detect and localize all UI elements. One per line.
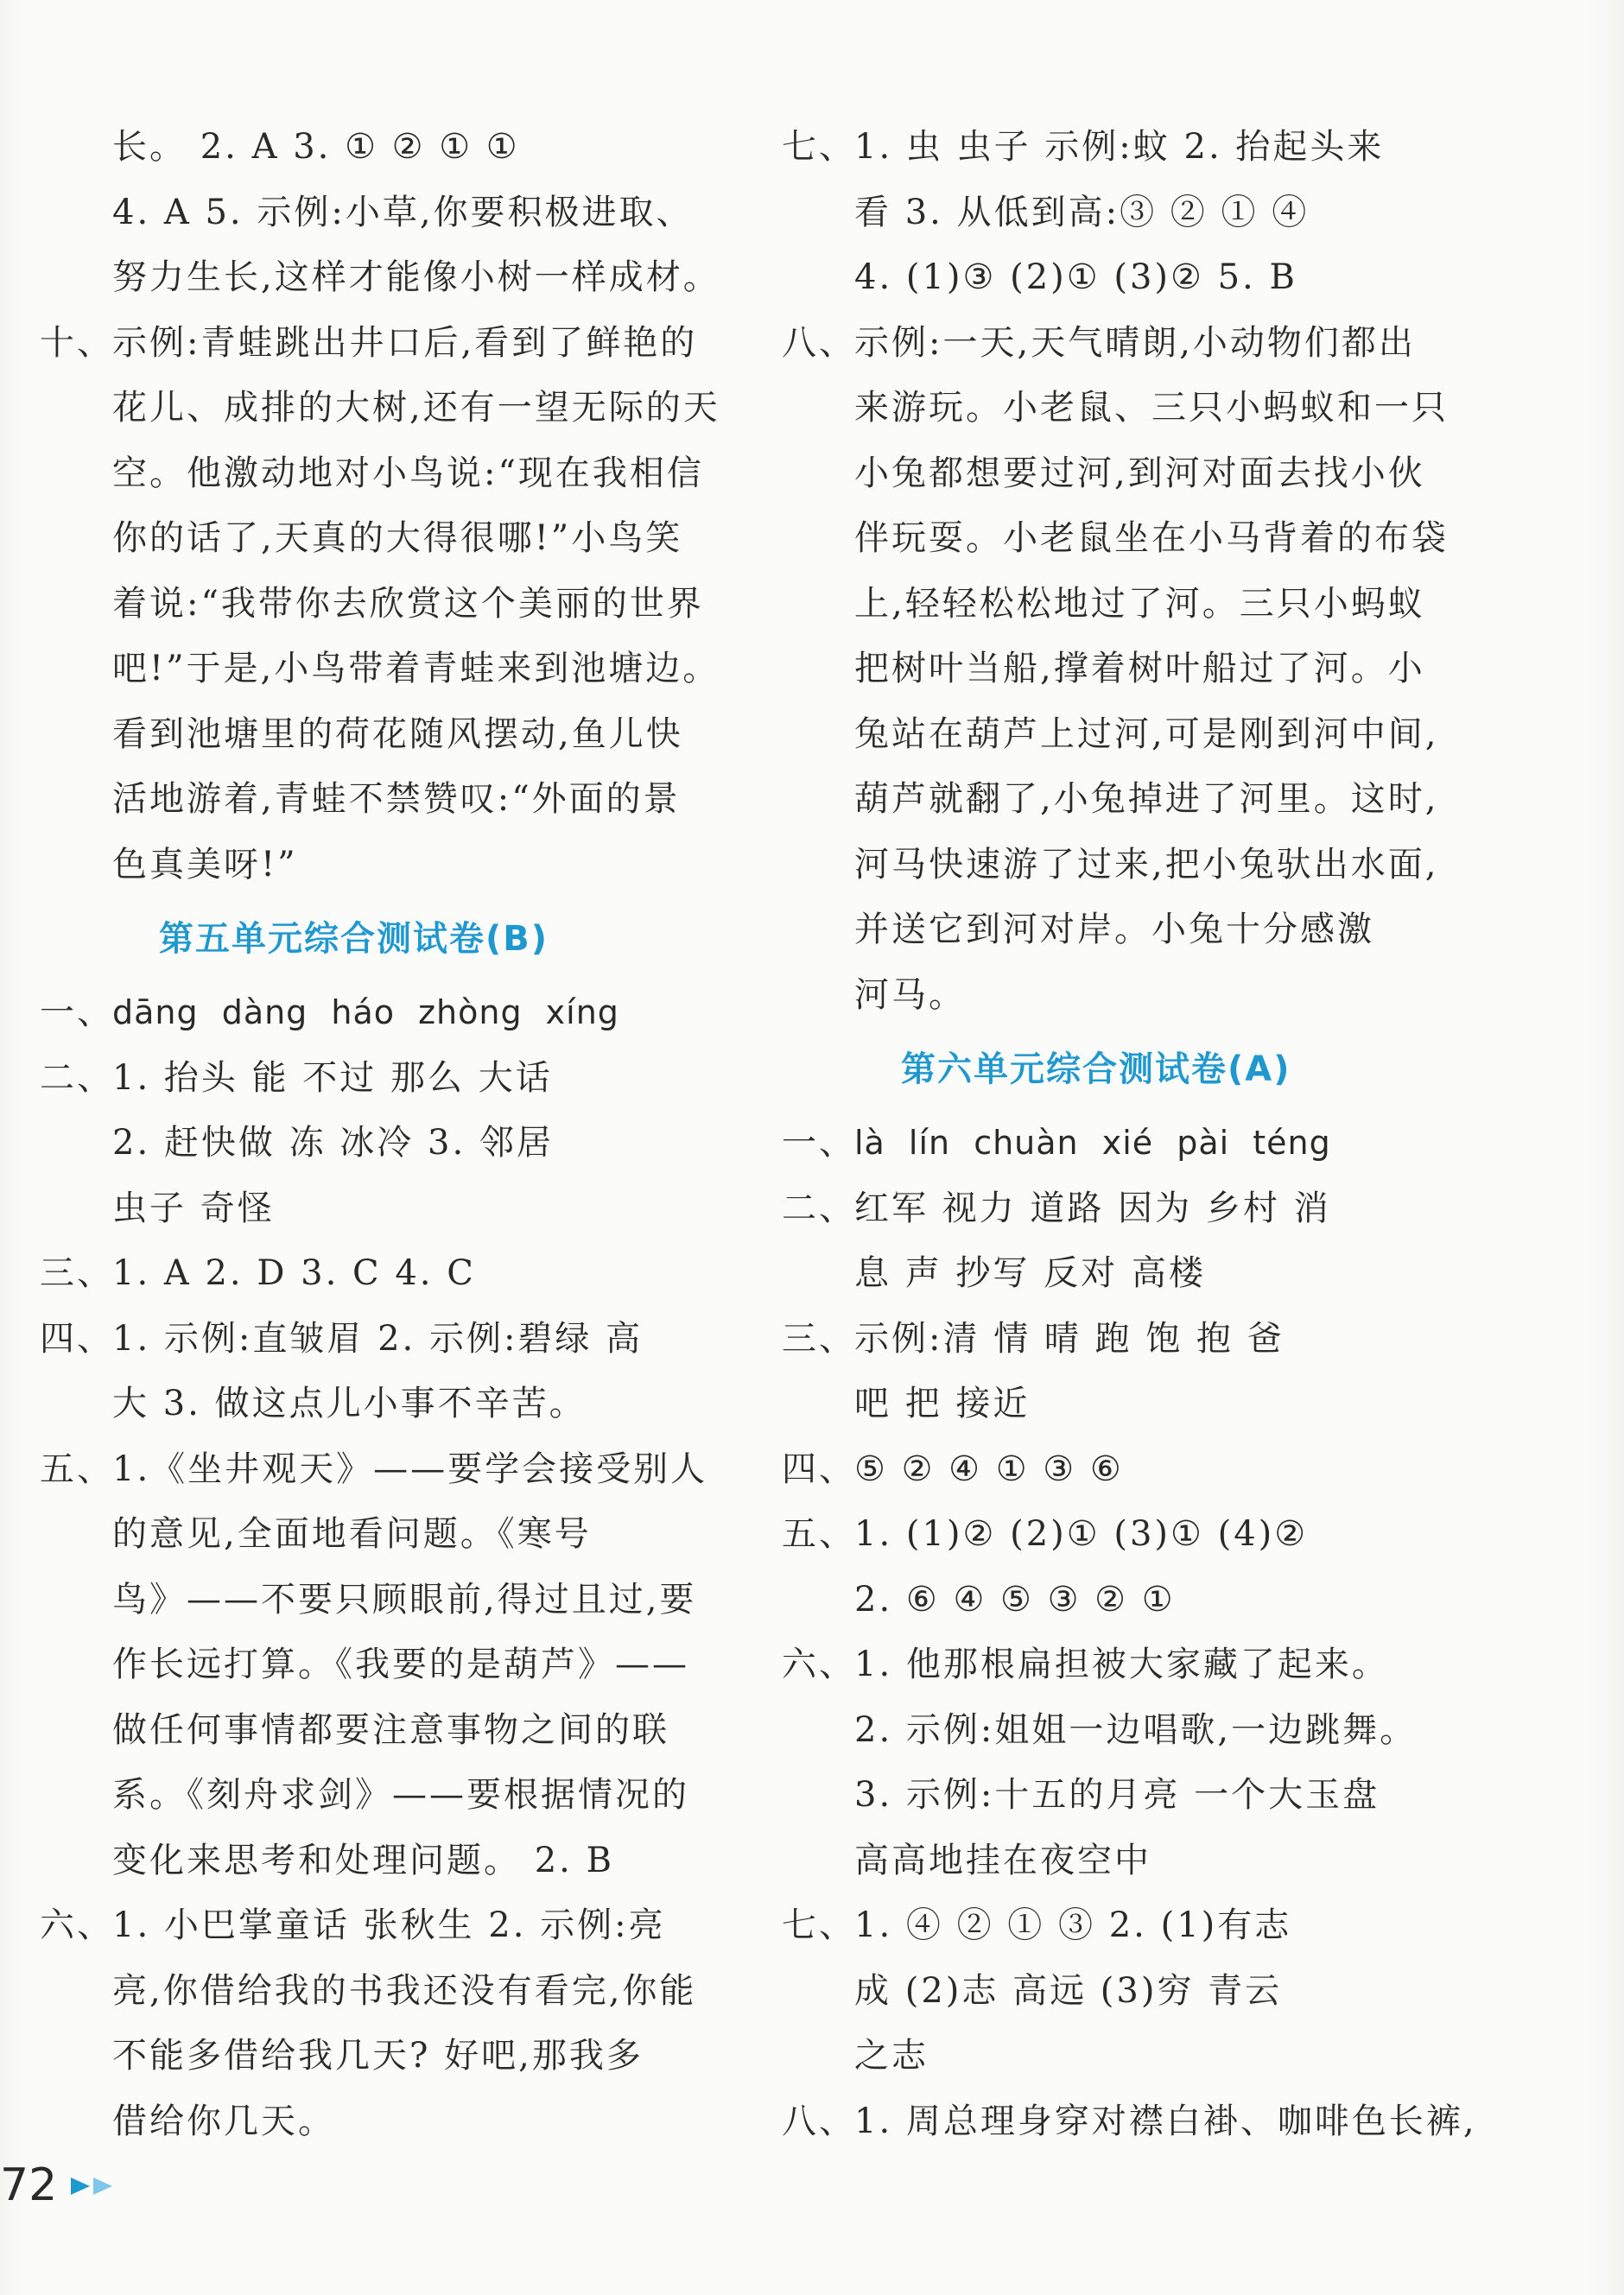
answer-line	[782, 702, 1481, 768]
answer-line	[40, 376, 739, 441]
answer-line	[782, 1307, 1481, 1373]
answer-text: 大 3. 做这点儿小事不辛苦。	[112, 1384, 587, 1423]
answer-line	[782, 1437, 1481, 1503]
answer-text: 息 声 抄写 反对 高楼	[854, 1253, 1206, 1293]
answer-line	[782, 1959, 1481, 2025]
answer-line	[40, 311, 739, 377]
answer-line	[782, 572, 1481, 637]
question-number: 三、	[782, 1318, 856, 1359]
left-column	[40, 115, 739, 2154]
answer-text: 吧 把 接近	[854, 1384, 1031, 1423]
answer-text: 葫芦就翻了,小兔掉进了河里。这时,	[854, 779, 1439, 819]
answer-text: 伴玩耍。小老鼠坐在小马背着的布袋	[854, 518, 1449, 558]
answer-line	[40, 1241, 739, 1307]
question-number: 一、	[782, 1123, 856, 1163]
pinyin-answer: dāng dàng háo zhòng xíng	[112, 993, 619, 1031]
answer-line	[40, 767, 739, 833]
answer-text: 1. 示例:直皱眉 2. 示例:碧绿 高	[112, 1318, 644, 1359]
answer-text: 1.《坐井观天》——要学会接受别人	[112, 1449, 708, 1489]
answer-line	[782, 1763, 1481, 1829]
answer-text: 看到池塘里的荷花随风摆动,鱼儿快	[112, 713, 683, 754]
answer-line	[782, 1698, 1481, 1764]
right-column	[782, 115, 1481, 2154]
question-number: 四、	[40, 1318, 114, 1359]
section-heading	[40, 897, 739, 980]
answer-text: 虫子 奇怪	[112, 1188, 275, 1228]
answer-text: 示例:一天,天气晴朗,小动物们都出	[854, 322, 1416, 363]
pinyin-answer: là lín chuàn xié pài téng	[854, 1124, 1331, 1162]
answer-text: 2. 赶快做 冻 冰冷 3. 邻居	[112, 1123, 554, 1163]
answer-line	[40, 833, 739, 898]
answer-line	[40, 1959, 739, 2025]
answer-text: 1. 小巴掌童话 张秋生 2. 示例:亮	[112, 1905, 666, 1945]
answer-line	[40, 1307, 739, 1373]
answer-text: 作长远打算。《我要的是葫芦》——	[112, 1645, 689, 1684]
answer-text: 并送它到河对岸。小兔十分感激	[854, 910, 1374, 949]
answer-line	[40, 506, 739, 572]
answer-text: 努力生长,这样才能像小树一样成材。	[112, 257, 720, 297]
answer-line	[782, 506, 1481, 572]
question-number: 一、	[40, 992, 114, 1032]
question-number: 五、	[782, 1514, 856, 1554]
answer-line	[40, 1111, 739, 1176]
answer-text: 2. 示例:姐姐一边唱歌,一边跳舞。	[854, 1709, 1418, 1750]
answer-text: 河马快速游了过来,把小兔驮出水面,	[854, 844, 1439, 884]
answer-line	[782, 833, 1481, 898]
answer-line	[40, 1893, 739, 1959]
answer-text: 1. ④ ② ① ③ 2. (1)有志	[854, 1905, 1292, 1945]
answer-line	[782, 1829, 1481, 1894]
answer-text: 示例:青蛙跳出井口后,看到了鲜艳的	[112, 322, 698, 363]
question-number: 五、	[40, 1449, 114, 1489]
answer-text: 的意见,全面地看问题。《寒号	[112, 1514, 592, 1554]
question-number: 七、	[782, 1905, 856, 1945]
answer-line	[782, 897, 1481, 963]
page-arrows	[71, 2169, 112, 2203]
answer-text: 1. A 2. D 3. C 4. C	[112, 1253, 476, 1293]
answer-text: 小兔都想要过河,到河对面去找小伙	[854, 453, 1425, 493]
answer-line	[782, 1372, 1481, 1437]
page-number: 72	[0, 2159, 58, 2211]
answer-line	[40, 1698, 739, 1764]
answer-text: 1. 虫 虫子 示例:蚊 2. 抬起头来	[854, 127, 1385, 167]
answer-line	[782, 441, 1481, 507]
answer-line	[782, 1241, 1481, 1307]
answer-text: 4. A 5. 示例:小草,你要积极进取、	[112, 192, 694, 232]
answer-text: 1. 抬头 能 不过 那么 大话	[112, 1057, 553, 1098]
section-heading	[782, 1028, 1481, 1111]
answer-text: 色真美呀!”	[112, 844, 298, 884]
question-number: 六、	[782, 1645, 856, 1684]
question-number: 二、	[782, 1188, 856, 1228]
answer-line	[40, 1829, 739, 1894]
answer-line	[40, 441, 739, 507]
answer-text: 亮,你借给我的书我还没有看完,你能	[112, 1970, 697, 2011]
answer-text: 兔站在葫芦上过河,可是刚到河中间,	[854, 713, 1439, 754]
answer-text: 做任何事情都要注意事物之间的联	[112, 1709, 669, 1750]
answer-text: 成 (2)志 高远 (3)穷 青云	[854, 1970, 1283, 2011]
answer-line	[40, 1437, 739, 1503]
answer-text: 看 3. 从低到高:③ ② ① ④	[854, 192, 1310, 232]
answer-line	[782, 1176, 1481, 1242]
answer-text: 河马。	[854, 974, 966, 1015]
question-number: 二、	[40, 1057, 114, 1098]
answer-line	[40, 2089, 739, 2155]
answer-line	[782, 767, 1481, 833]
answer-text: 1. 周总理身穿对襟白褂、咖啡色长裤,	[854, 2101, 1477, 2141]
question-number: 六、	[40, 1905, 114, 1945]
answer-line	[40, 572, 739, 637]
answer-text: 红军 视力 道路 因为 乡村 消	[854, 1188, 1331, 1228]
answer-line	[782, 2089, 1481, 2155]
answer-line	[40, 980, 739, 1046]
answer-text: 系。《刻舟求剑》——要根据情况的	[112, 1775, 689, 1815]
answer-line	[782, 181, 1481, 246]
answer-text: 借给你几天。	[112, 2101, 335, 2141]
answer-line	[40, 1046, 739, 1112]
question-number: 四、	[782, 1449, 856, 1489]
answer-line	[782, 1893, 1481, 1959]
answer-text: 来游玩。小老鼠、三只小蚂蚁和一只	[854, 388, 1449, 428]
answer-line	[782, 376, 1481, 441]
answer-text: 着说:“我带你去欣赏这个美丽的世界	[112, 583, 704, 624]
answer-text: 4. (1)③ (2)① (3)② 5. B	[854, 257, 1297, 297]
answer-text: 高高地挂在夜空中	[854, 1840, 1151, 1880]
answer-text: 把树叶当船,撑着树叶船过了河。小	[854, 649, 1425, 688]
arrow-right-icon	[93, 2178, 112, 2195]
answer-text: ⑤ ② ④ ① ③ ⑥	[854, 1449, 1124, 1489]
answer-line	[782, 1632, 1481, 1698]
answer-line	[40, 637, 739, 702]
answer-line	[782, 2024, 1481, 2089]
question-number: 十、	[40, 322, 114, 363]
answer-text: 示例:清 情 晴 跑 饱 抱 爸	[854, 1318, 1285, 1359]
answer-line	[782, 115, 1481, 181]
answer-line	[40, 1176, 739, 1242]
answer-line	[40, 1568, 739, 1633]
answer-line	[40, 1763, 739, 1829]
answer-line	[40, 115, 739, 181]
answer-text: 之志	[854, 2036, 929, 2076]
answer-text: 1. 他那根扁担被大家藏了起来。	[854, 1645, 1389, 1684]
answer-text: 你的话了,天真的大得很哪!”小鸟笑	[112, 518, 683, 558]
arrow-right-icon	[71, 2178, 90, 2195]
answer-line	[40, 2024, 739, 2089]
answer-text: 活地游着,青蛙不禁赞叹:“外面的景	[112, 779, 681, 819]
section-heading-text: 第六单元综合测试卷(A)	[901, 1049, 1291, 1089]
answer-text: 鸟》——不要只顾眼前,得过且过,要	[112, 1579, 697, 1620]
answer-line	[782, 311, 1481, 377]
answer-line	[782, 637, 1481, 702]
answer-line	[782, 1568, 1481, 1633]
answer-text: 2. ⑥ ④ ⑤ ③ ② ①	[854, 1579, 1176, 1620]
answer-line	[40, 181, 739, 246]
question-number: 三、	[40, 1253, 114, 1293]
section-heading-text: 第五单元综合测试卷(B)	[159, 919, 549, 959]
answer-line	[782, 1111, 1481, 1176]
answer-text: 空。他激动地对小鸟说:“现在我相信	[112, 453, 704, 493]
answer-line	[40, 1372, 739, 1437]
question-number: 八、	[782, 2101, 856, 2141]
answer-text: 长。 2. A 3. ① ② ① ①	[112, 127, 520, 167]
answer-text: 3. 示例:十五的月亮 一个大玉盘	[854, 1775, 1380, 1815]
answer-line	[782, 963, 1481, 1029]
answer-line	[40, 1632, 739, 1698]
answer-text: 不能多借给我几天? 好吧,那我多	[112, 2036, 644, 2076]
answer-line	[40, 702, 739, 768]
answer-line	[782, 245, 1481, 311]
answer-text: 1. (1)② (2)① (3)① (4)②	[854, 1514, 1309, 1554]
answer-line	[782, 1502, 1481, 1568]
question-number: 八、	[782, 322, 856, 363]
answer-line	[40, 1502, 739, 1568]
answer-text: 上,轻轻松松地过了河。三只小蚂蚁	[854, 583, 1425, 624]
answer-text: 花儿、成排的大树,还有一望无际的天	[112, 388, 720, 428]
answer-line	[40, 245, 739, 311]
question-number: 七、	[782, 127, 856, 167]
answer-text: 变化来思考和处理问题。 2. B	[112, 1840, 614, 1880]
answer-text: 吧!”于是,小鸟带着青蛙来到池塘边。	[112, 649, 720, 688]
